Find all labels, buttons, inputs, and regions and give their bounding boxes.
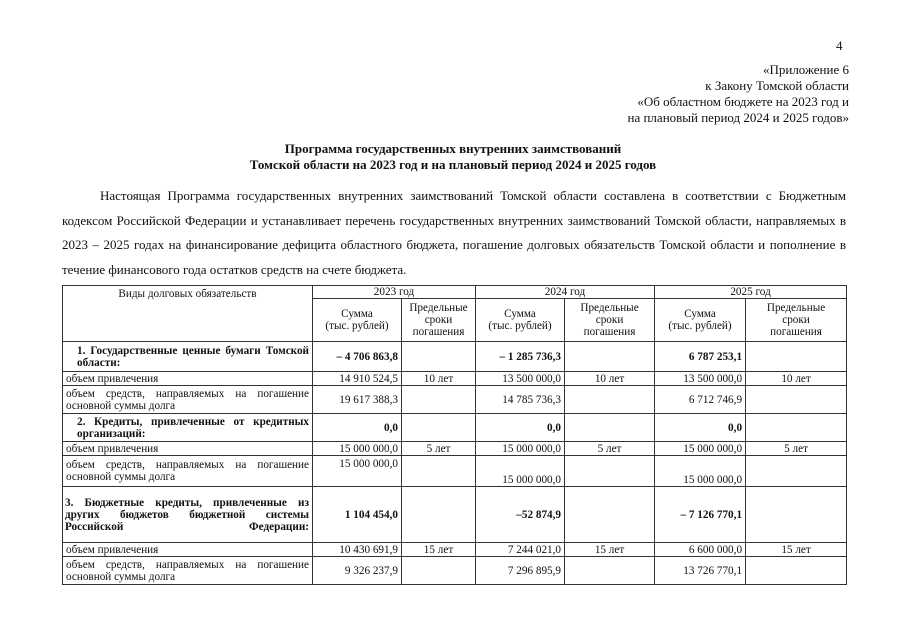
appendix-line: на плановый период 2024 и 2025 годов» — [627, 110, 849, 125]
item-sum-2025: 15 000 000,0 — [655, 456, 746, 487]
section-sum-2024: –52 874,9 — [476, 487, 565, 543]
item-term-2024: 15 лет — [565, 543, 655, 557]
item-name: объем привлечения — [63, 442, 313, 456]
header-sum: Сумма (тыс. рублей) — [655, 299, 746, 342]
item-term-2023: 15 лет — [402, 543, 476, 557]
header-year-2023: 2023 год — [313, 286, 476, 299]
page-number: 4 — [836, 38, 843, 53]
item-term-2023 — [402, 456, 476, 487]
section-term-2023 — [402, 342, 476, 372]
item-term-2025 — [746, 386, 847, 414]
intro-text: Настоящая Программа государственных внутренних заимствований Томской области составлена в соответствии с Бюджетным кодексом Российской Федерации и устанавливает перечень государственных внутренних заимствований Томской области, направляемых в 2023 – 2025 годах на финансирование дефицита областного бюджета, погашение долговых обязательств Томской области и пополнение в течение финансового года остатков средств на счете бюджета. — [62, 188, 846, 277]
item-sum-2024: 13 500 000,0 — [476, 372, 565, 386]
item-sum-2025: 6 600 000,0 — [655, 543, 746, 557]
item-name: объем привлечения — [63, 372, 313, 386]
item-term-2025: 5 лет — [746, 442, 847, 456]
item-term-2024 — [565, 386, 655, 414]
item-sum-2023: 9 326 237,9 — [313, 557, 402, 585]
title-line: Томской области на 2023 год и на плановый период 2024 и 2025 годов — [249, 157, 657, 172]
header-sum: Сумма (тыс. рублей) — [476, 299, 565, 342]
appendix-header — [628, 62, 850, 126]
appendix-line: «Приложение 6 — [762, 62, 849, 77]
section-sum-2024: 0,0 — [476, 414, 565, 442]
item-term-2024: 5 лет — [565, 442, 655, 456]
item-sum-2023: 15 000 000,0 — [313, 442, 402, 456]
item-term-2024 — [565, 456, 655, 487]
section-sum-2025: – 7 126 770,1 — [655, 487, 746, 543]
section-term-2025 — [746, 342, 847, 372]
section-name: 2. Кредиты, привлеченные от кредитных организаций: — [63, 414, 313, 442]
section-term-2023 — [402, 414, 476, 442]
item-sum-2023: 19 617 388,3 — [313, 386, 402, 414]
item-term-2025 — [746, 557, 847, 585]
header-sum: Сумма (тыс. рублей) — [313, 299, 402, 342]
header-debt-type: Виды долговых обязательств — [63, 286, 313, 342]
intro-paragraph — [62, 184, 846, 282]
item-term-2025: 10 лет — [746, 372, 847, 386]
section-term-2025 — [746, 414, 847, 442]
section-sum-2023: 0,0 — [313, 414, 402, 442]
section-term-2024 — [565, 487, 655, 543]
section-sum-2023: – 4 706 863,8 — [313, 342, 402, 372]
section-name: 1. Государственные ценные бумаги Томской области: — [63, 342, 313, 372]
header-year-2025: 2025 год — [655, 286, 847, 299]
item-sum-2025: 6 712 746,9 — [655, 386, 746, 414]
header-term: Предельные сроки погашения — [565, 299, 655, 342]
section-sum-2024: – 1 285 736,3 — [476, 342, 565, 372]
section-term-2023 — [402, 487, 476, 543]
section-term-2025 — [746, 487, 847, 543]
section-sum-2023: 1 104 454,0 — [313, 487, 402, 543]
header-term: Предельные сроки погашения — [402, 299, 476, 342]
header-year-2024: 2024 год — [476, 286, 655, 299]
item-term-2025: 15 лет — [746, 543, 847, 557]
item-sum-2024: 15 000 000,0 — [476, 442, 565, 456]
item-term-2023: 10 лет — [402, 372, 476, 386]
section-name: 3. Бюджетные кредиты, привлеченные из других бюджетов бюджетной системы Российской Федерации: — [63, 487, 313, 543]
item-sum-2025: 15 000 000,0 — [655, 442, 746, 456]
section-sum-2025: 0,0 — [655, 414, 746, 442]
item-sum-2023: 15 000 000,0 — [313, 456, 402, 487]
item-sum-2024: 15 000 000,0 — [476, 456, 565, 487]
item-term-2024 — [565, 557, 655, 585]
section-sum-2025: 6 787 253,1 — [655, 342, 746, 372]
item-name: объем средств, направляемых на погашение основной суммы долга — [63, 386, 313, 414]
item-sum-2025: 13 726 770,1 — [655, 557, 746, 585]
item-term-2023: 5 лет — [402, 442, 476, 456]
item-term-2023 — [402, 386, 476, 414]
borrowing-table — [62, 285, 847, 585]
item-sum-2023: 10 430 691,9 — [313, 543, 402, 557]
document-title — [0, 141, 906, 173]
item-sum-2024: 7 244 021,0 — [476, 543, 565, 557]
item-sum-2024: 14 785 736,3 — [476, 386, 565, 414]
item-name: объем средств, направляемых на погашение основной суммы долга — [63, 456, 313, 487]
item-term-2023 — [402, 557, 476, 585]
appendix-line: к Закону Томской области — [705, 78, 849, 93]
item-sum-2024: 7 296 895,9 — [476, 557, 565, 585]
item-sum-2025: 13 500 000,0 — [655, 372, 746, 386]
item-name: объем привлечения — [63, 543, 313, 557]
title-line: Программа государственных внутренних заимствований — [284, 141, 622, 156]
appendix-line: «Об областном бюджете на 2023 год и — [637, 94, 849, 109]
section-term-2024 — [565, 414, 655, 442]
section-term-2024 — [565, 342, 655, 372]
item-sum-2023: 14 910 524,5 — [313, 372, 402, 386]
header-term: Предельные сроки погашения — [746, 299, 847, 342]
item-term-2025 — [746, 456, 847, 487]
item-name: объем средств, направляемых на погашение основной суммы долга — [63, 557, 313, 585]
item-term-2024: 10 лет — [565, 372, 655, 386]
